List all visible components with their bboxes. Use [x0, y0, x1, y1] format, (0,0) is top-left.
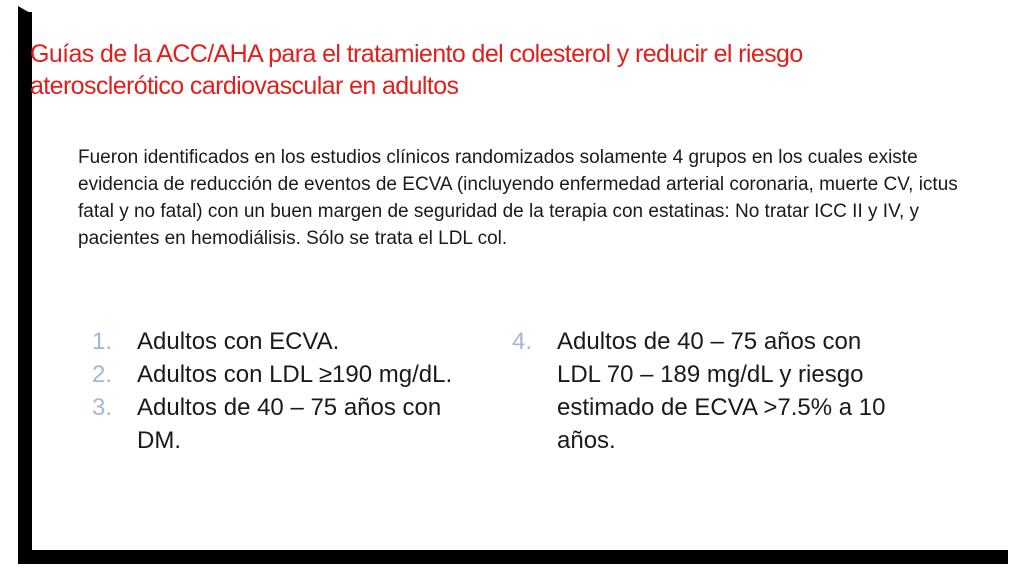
group-list-right: [512, 325, 892, 457]
frame-corner: [982, 550, 1008, 564]
slide-title: Guías de la ACC/AHA para el tratamiento del colesterol y reducir el riesgo aterosclerótico cardiovascular en adultos: [30, 40, 803, 100]
group-list-left: [92, 325, 462, 457]
frame-bottom-bar: [18, 550, 1008, 564]
list-item-text: Adultos de 40 – 75 años con DM.: [137, 394, 442, 454]
intro-paragraph: Fueron identificados en los estudios clínicos randomizados solamente 4 grupos en los cuales existe evidencia de reducción de eventos de ECVA (incluyendo enfermedad arterial coronaria, muerte CV, ictus fatal y no fatal) con un buen margen de seguridad de la terapia con estatinas: No tratar ICC II y IV, y pacientes en hemodiálisis. Sólo se trata el LDL col.: [78, 147, 958, 249]
list-item: [92, 325, 462, 358]
list-item-text: Adultos con ECVA.: [137, 328, 340, 355]
list-item-number: 3.: [92, 394, 113, 421]
list-item: [92, 358, 462, 391]
list-item: [92, 391, 462, 457]
list-item-number: 1.: [92, 328, 113, 355]
list-item-text: Adultos con LDL ≥190 mg/dL.: [137, 361, 453, 388]
list-item: [512, 325, 892, 457]
list-item-text: Adultos de 40 – 75 años con LDL 70 – 189 mg/dL y riesgo estimado de ECVA >7.5% a 10 años.: [557, 328, 886, 454]
list-item-number: 2.: [92, 361, 113, 388]
list-item-number: 4.: [512, 328, 533, 355]
